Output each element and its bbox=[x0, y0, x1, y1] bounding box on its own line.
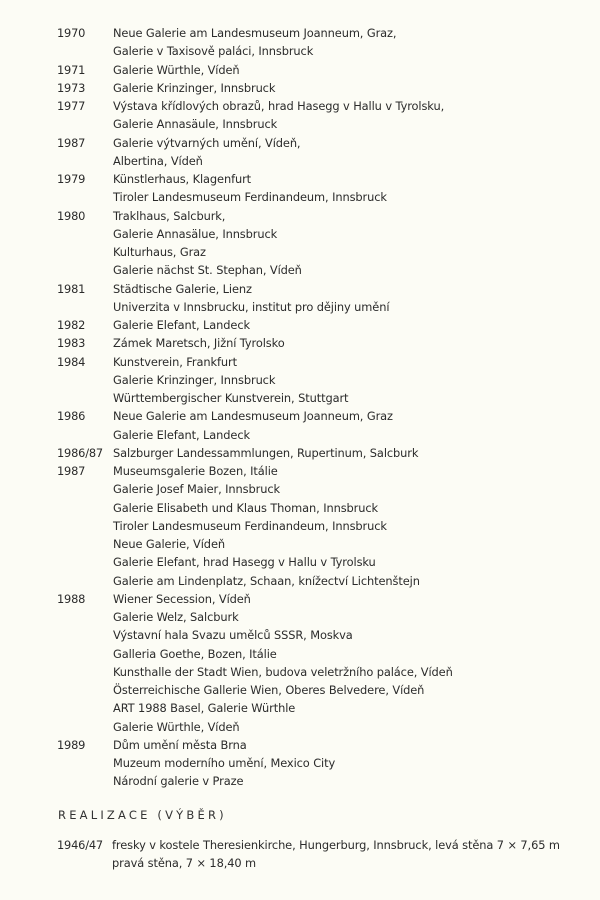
item-year: 1983 bbox=[57, 336, 86, 351]
item-text: Národní galerie v Praze bbox=[113, 774, 244, 789]
item-text: Neue Galerie am Landesmuseum Joanneum, Graz bbox=[113, 409, 393, 424]
item-year: 1982 bbox=[57, 318, 86, 332]
item-text: fresky v kostele Theresienkirche, Hungerburg, Innsbruck, levá stěna 7 × 7,65 m bbox=[112, 838, 560, 852]
item-text: Neue Galerie am Landesmuseum Joanneum, Graz, bbox=[113, 26, 397, 40]
item-text: Dům umění města Brna bbox=[113, 737, 247, 752]
item-year: 1946/47 bbox=[57, 838, 103, 852]
item-text: Muzeum moderního umění, Mexico City bbox=[113, 756, 336, 770]
item-text: Galerie Elefant, Landeck bbox=[113, 318, 250, 332]
item-text: Künstlerhaus, Klagenfurt bbox=[113, 172, 252, 186]
item-text: Galerie am Lindenplatz, Schaan, knížectví Lichtenštejn bbox=[113, 573, 420, 588]
item-text: Galerie v Taxisově paláci, Innsbruck bbox=[113, 44, 314, 59]
item-year: 1981 bbox=[57, 281, 86, 296]
item-text: Galerie Welz, Salcburk bbox=[113, 610, 239, 624]
item-text: Galerie Würthle, Vídeň bbox=[113, 719, 240, 734]
item-year: 1984 bbox=[57, 354, 86, 369]
item-year: 1971 bbox=[57, 62, 86, 77]
item-text: Württembergischer Kunstverein, Stuttgart bbox=[113, 391, 349, 405]
item-year: 1980 bbox=[57, 208, 86, 223]
item-text: Galerie Würthle, Vídeň bbox=[113, 62, 240, 77]
item-text: Neue Galerie, Vídeň bbox=[113, 537, 225, 551]
item-year: 1979 bbox=[57, 172, 86, 186]
item-text: Galerie Annasäule, Innsbruck bbox=[113, 117, 278, 132]
item-text: Galerie Elisabeth und Klaus Thoman, Innsbruck bbox=[113, 500, 379, 515]
item-text: Galerie nächst St. Stephan, Vídeň bbox=[113, 263, 302, 278]
item-text: Kulturhaus, Graz bbox=[113, 245, 206, 259]
item-text: Galerie Josef Maier, Innsbruck bbox=[113, 482, 280, 497]
item-text: pravá stěna, 7 × 18,40 m bbox=[112, 856, 257, 871]
item-text: Albertina, Vídeň bbox=[113, 153, 203, 168]
item-year: 1989 bbox=[57, 737, 86, 752]
item-year: 1988 bbox=[57, 591, 86, 606]
item-text: Výstava křídlových obrazů, hrad Hasegg v Hallu v Tyrolsku, bbox=[113, 99, 445, 113]
item-text: Traklhaus, Salcburk, bbox=[113, 208, 226, 223]
item-text: Galerie Annasälue, Innsbruck bbox=[113, 226, 278, 241]
item-year: 1970 bbox=[57, 26, 86, 40]
item-text: Zámek Maretsch, Jižní Tyrolsko bbox=[113, 336, 285, 351]
item-text: Galerie Elefant, Landeck bbox=[113, 427, 250, 442]
item-text: Galerie Krinzinger, Innsbruck bbox=[113, 80, 276, 95]
item-text: Univerzita v Innsbrucku, institut pro dějiny umění bbox=[113, 299, 390, 314]
item-text: Galerie výtvarných umění, Vídeň, bbox=[113, 135, 301, 150]
item-text: Tiroler Landesmuseum Ferdinandeum, Innsbruck bbox=[113, 190, 387, 205]
item-text: Städtische Galerie, Lienz bbox=[113, 281, 252, 296]
item-year: 1987 bbox=[57, 135, 86, 150]
item-year: 1977 bbox=[57, 99, 86, 113]
item-text: Výstavní hala Svazu umělců SSSR, Moskva bbox=[113, 628, 353, 643]
item-text: Museumsgalerie Bozen, Itálie bbox=[113, 464, 278, 478]
item-year: 1986/87 bbox=[57, 445, 103, 460]
item-text: Kunstverein, Frankfurt bbox=[113, 354, 237, 369]
item-text: Galerie Krinzinger, Innsbruck bbox=[113, 372, 276, 387]
item-year: 1973 bbox=[57, 80, 86, 95]
item-text: Galerie Elefant, hrad Hasegg v Hallu v Tyrolsku bbox=[113, 555, 376, 570]
item-text: Galleria Goethe, Bozen, Itálie bbox=[113, 646, 277, 661]
item-text: Österreichische Gallerie Wien, Oberes Belvedere, Vídeň bbox=[113, 683, 425, 697]
item-text: Salzburger Landessammlungen, Rupertinum, Salcburk bbox=[113, 445, 419, 460]
item-text: ART 1988 Basel, Galerie Würthle bbox=[113, 701, 296, 716]
item-year: 1986 bbox=[57, 409, 86, 424]
item-text: Tiroler Landesmuseum Ferdinandeum, Innsbruck bbox=[113, 518, 387, 533]
item-text: Kunsthalle der Stadt Wien, budova veletržního paláce, Vídeň bbox=[113, 664, 453, 679]
item-year: 1987 bbox=[57, 464, 86, 478]
item-text: Wiener Secession, Vídeň bbox=[113, 591, 251, 606]
section-heading-realizations: REALIZACE (VÝBĚR) bbox=[58, 808, 227, 822]
